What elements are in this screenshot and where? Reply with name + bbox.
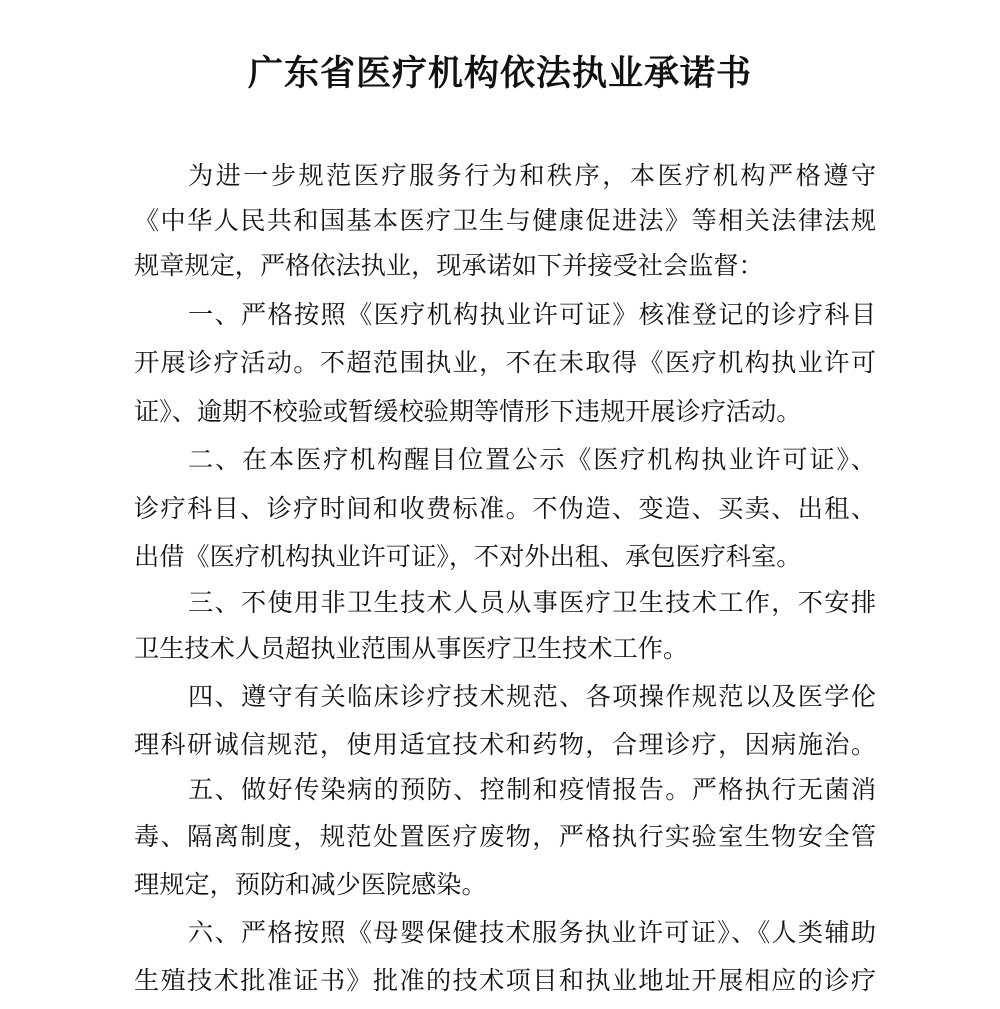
- paragraph-line: 四、遵守有关临床诊疗技术规范、各项操作规范以及医学伦: [188, 682, 876, 711]
- paragraph-line: 《中华人民共和国基本医疗卫生与健康促进法》等相关法律法规: [134, 206, 876, 235]
- paragraph-line: 理科研诚信规范，使用适宜技术和药物，合理诊疗，因病施治。: [134, 730, 876, 759]
- paragraph-line: 理规定，预防和减少医院感染。: [134, 870, 487, 899]
- paragraph-line: 二、在本医疗机构醒目位置公示《医疗机构执业许可证》、: [188, 445, 876, 474]
- paragraph-line: 六、严格按照《母婴保健技术服务执业许可证》、《人类辅助: [188, 918, 876, 947]
- paragraph-line: 为进一步规范医疗服务行为和秩序，本医疗机构严格遵守: [188, 161, 876, 190]
- paragraph-line: 规章规定，严格依法执业，现承诺如下并接受社会监督：: [134, 251, 764, 280]
- paragraph-line: 一、严格按照《医疗机构执业许可证》核准登记的诊疗科目: [188, 300, 876, 329]
- paragraph-line: 开展诊疗活动。不超范围执业，不在未取得《医疗机构执业许可: [134, 348, 876, 377]
- paragraph-line: 卫生技术人员超执业范围从事医疗卫生技术工作。: [134, 634, 689, 663]
- paragraph-line: 毒、隔离制度，规范处置医疗废物，严格执行实验室生物安全管: [134, 822, 876, 851]
- paragraph-line: 诊疗科目、诊疗时间和收费标准。不伪造、变造、买卖、出租、: [134, 494, 876, 523]
- paragraph-line: 出借《医疗机构执业许可证》，不对外出租、承包医疗科室。: [134, 542, 802, 571]
- paragraph-line: 生殖技术批准证书》批准的技术项目和执业地址开展相应的诊疗: [134, 966, 876, 995]
- document-title: 广东省医疗机构依法执业承诺书: [247, 53, 752, 94]
- paragraph-line: 三、不使用非卫生技术人员从事医疗卫生技术工作，不安排: [188, 588, 876, 617]
- paragraph-line: 证》、逾期不校验或暂缓校验期等情形下违规开展诊疗活动。: [134, 397, 802, 426]
- paragraph-line: 五、做好传染病的预防、控制和疫情报告。严格执行无菌消: [188, 775, 876, 804]
